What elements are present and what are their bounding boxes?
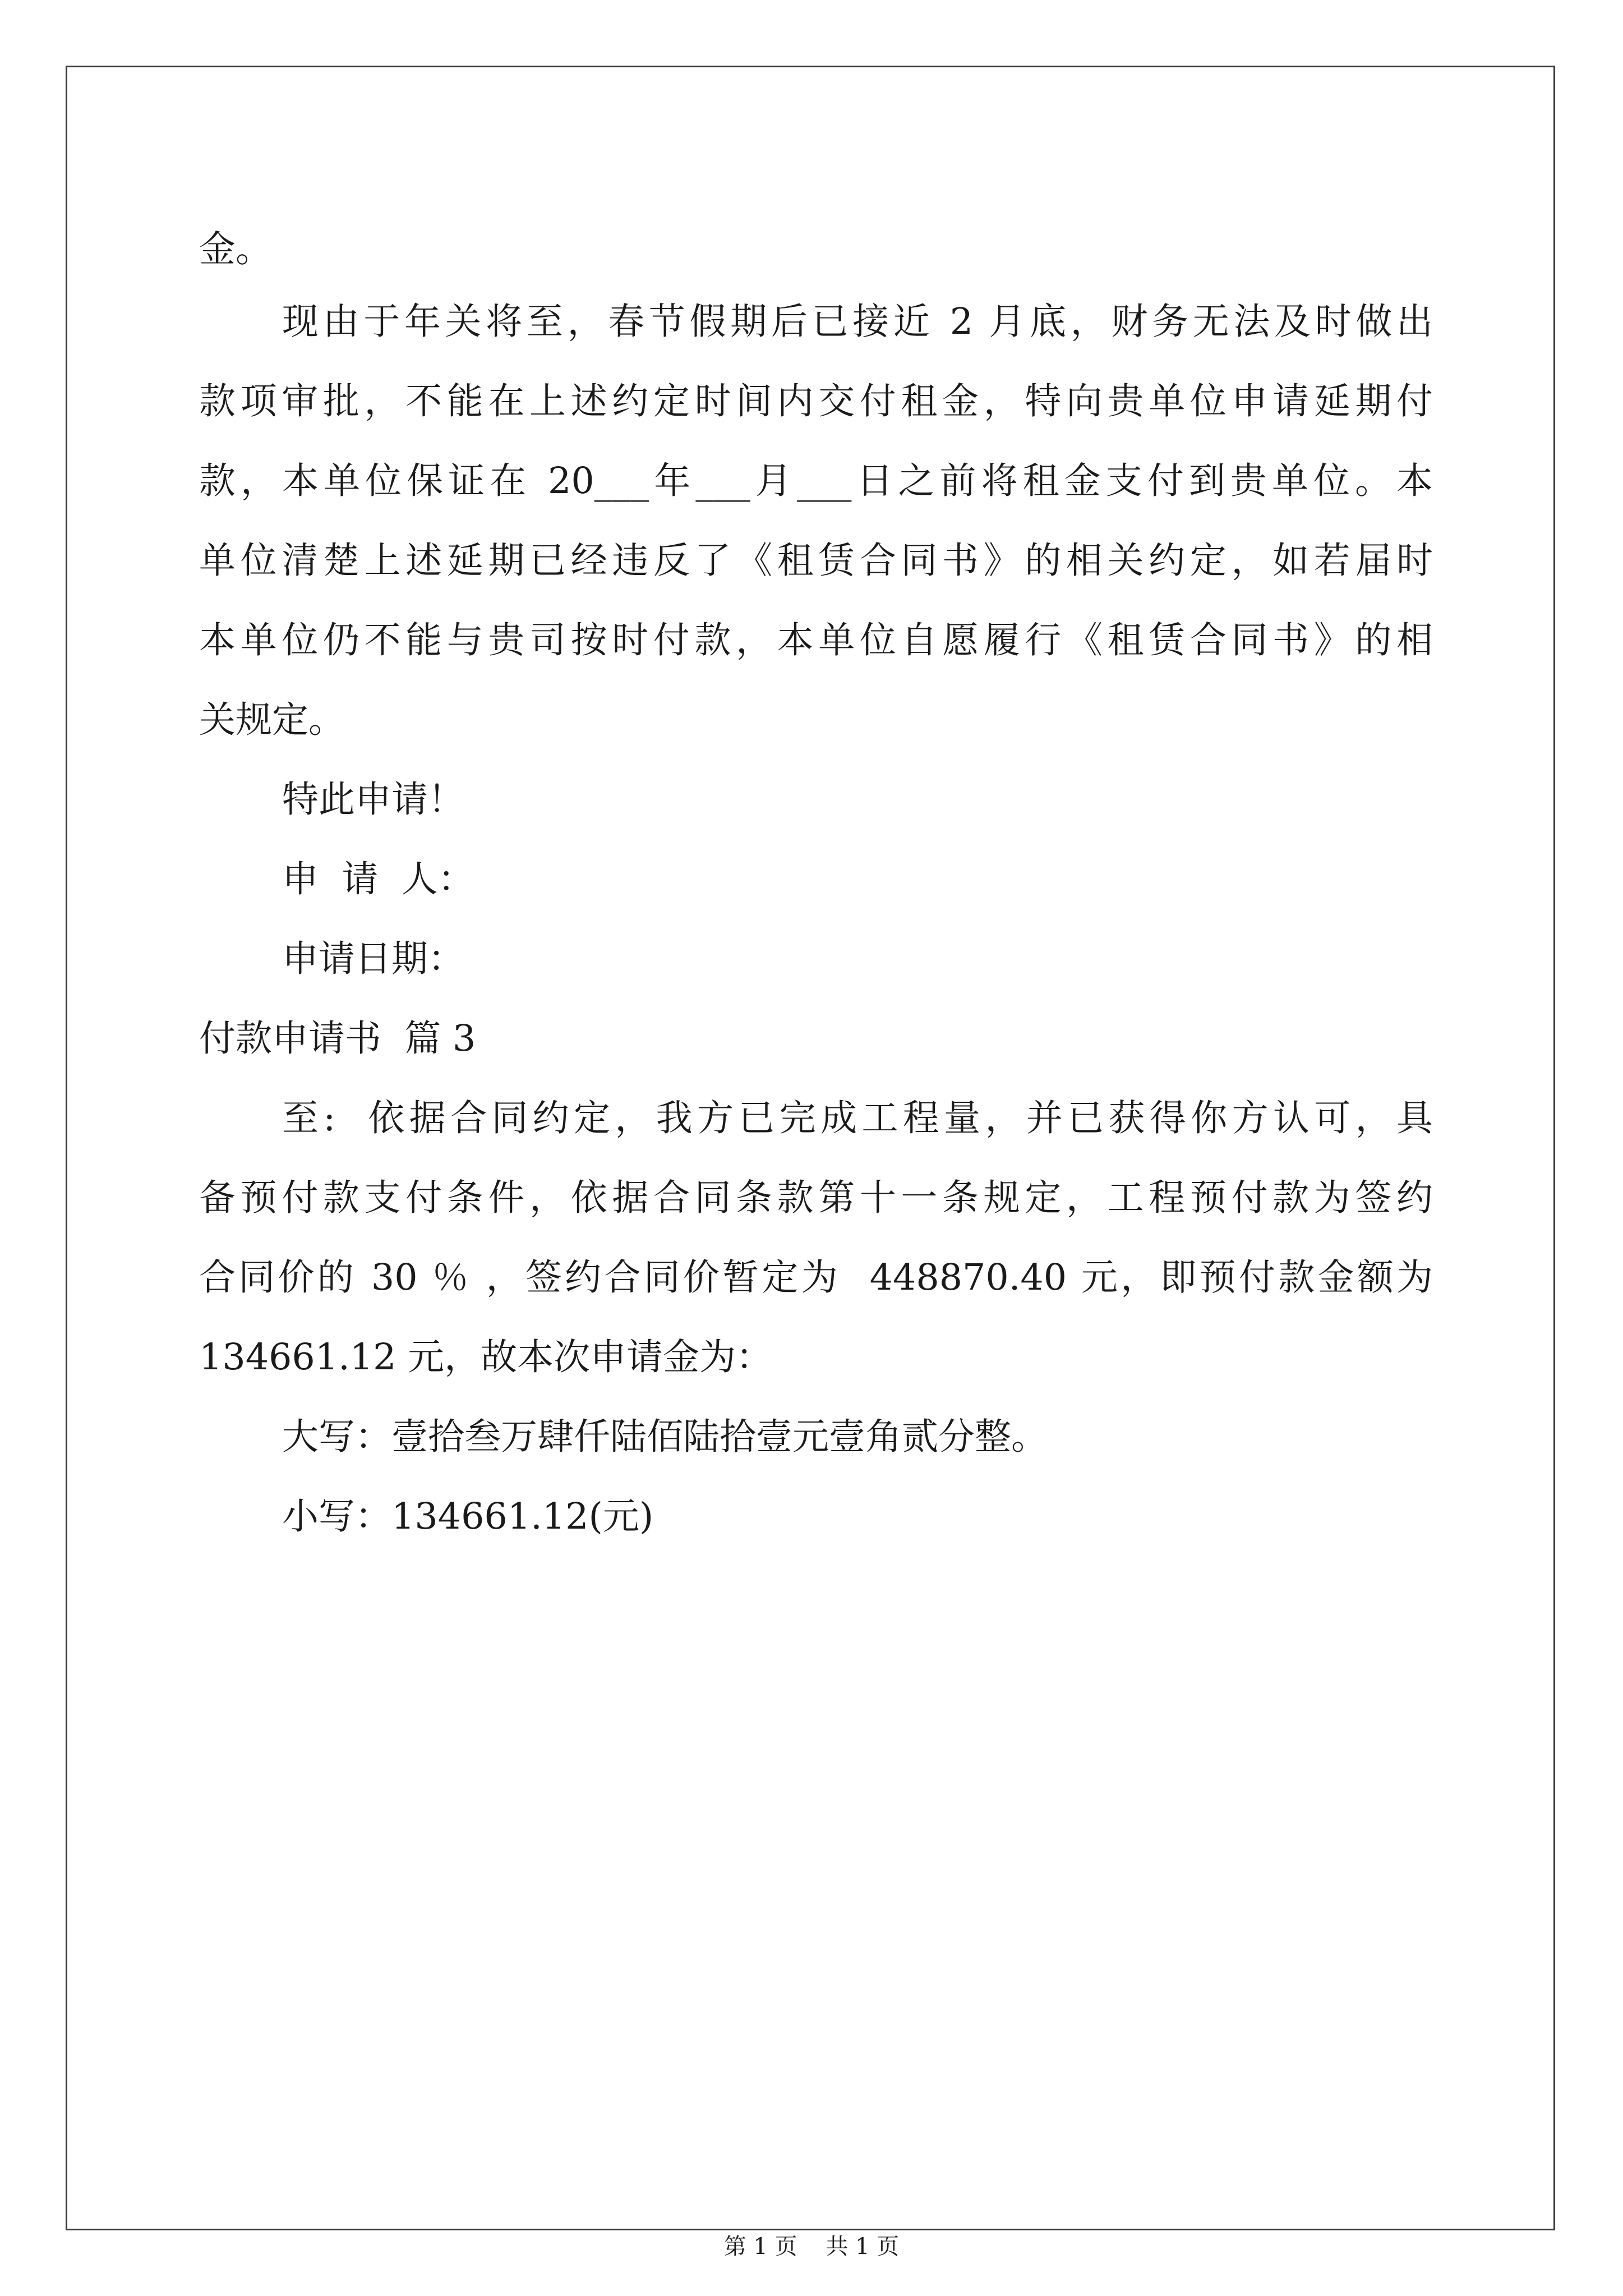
amount-in-words: 大写：壹拾叁万肆仟陆佰陆拾壹元壹角贰分整。 <box>282 1416 1048 1458</box>
paragraph-line: 合同价的 30 ％ ，签约合同价暂定为 448870.40 元，即预付款金额为 <box>199 1257 1433 1299</box>
paragraph-line: 本单位仍不能与贵司按时付款，本单位自愿履行《租赁合同书》的相 <box>199 619 1433 661</box>
paragraph-line: 款项审批，不能在上述约定时间内交付租金，特向贵单位申请延期付 <box>199 380 1433 422</box>
paragraph-line: 134661.12 元，故本次申请金为： <box>199 1336 773 1378</box>
paragraph-line: 至: 依据合同约定，我方已完成工程量，并已获得你方认可，具 <box>282 1097 1433 1139</box>
text-line-continuation: 金。 <box>199 228 273 270</box>
paragraph-line: 单位清楚上述延期已经违反了《租赁合同书》的相关约定，如若届时 <box>199 540 1433 582</box>
paragraph-line: 现由于年关将至，春节假期后已接近 2 月底，财务无法及时做出 <box>282 301 1433 343</box>
request-closing: 特此申请！ <box>282 779 465 821</box>
amount-in-figures: 小写：134661.12(元) <box>282 1496 654 1538</box>
applicant-label: 申 请 人： <box>282 858 474 900</box>
section-heading: 付款申请书 篇 3 <box>199 1018 476 1060</box>
paragraph-line: 款，本单位保证在 20___年___月___日之前将租金支付到贵单位。本 <box>199 460 1433 502</box>
application-date-label: 申请日期： <box>282 938 465 980</box>
paragraph-line: 备预付款支付条件，依据合同条款第十一条规定，工程预付款为签约 <box>199 1177 1433 1219</box>
paragraph-line: 关规定。 <box>199 699 345 741</box>
page-footer: 第 1 页 共 1 页 <box>723 2234 900 2260</box>
